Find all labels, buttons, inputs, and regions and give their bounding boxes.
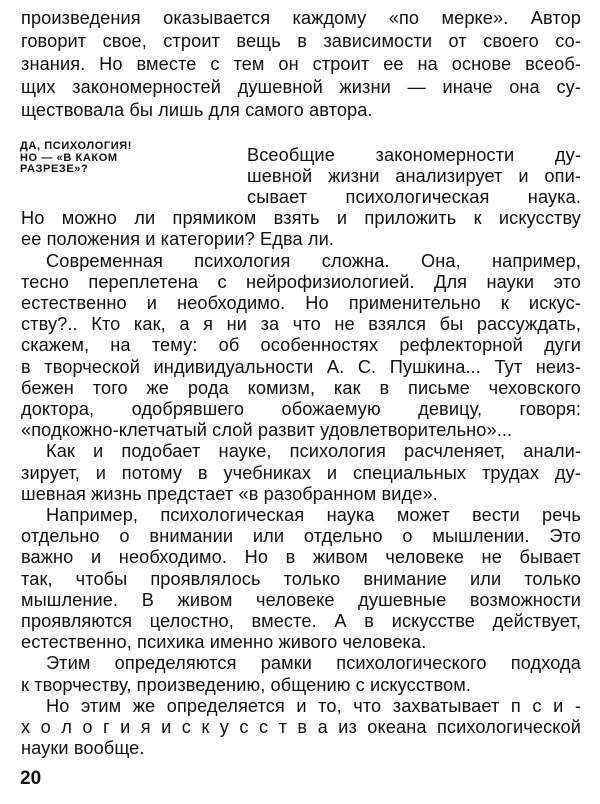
side-heading xyxy=(20,141,220,176)
text-line: науки вообще. xyxy=(21,738,145,759)
text-line: так, чтобы проявлялось только внимание или только xyxy=(21,568,581,589)
text-line: зирует, и потому в учебниках и специальных трудах ду- xyxy=(21,462,581,483)
text-line: шевной жизни анализирует и опи- xyxy=(247,165,581,186)
text-line: Например, психологическая наука может вести речь xyxy=(46,504,581,525)
text-line: важно и необходимо. Но в живом человеке не бывает xyxy=(21,547,581,568)
text-line: говорит свое, строит вещь в зависимости от своего со- xyxy=(21,30,581,51)
text-line: отдельно о внимании или отдельно о мышлении. Это xyxy=(21,526,581,547)
text-line: проявляются целостно, вместе. А в искусстве действует, xyxy=(21,610,581,631)
side-heading-line: НО — «В КАКОМ xyxy=(20,151,118,164)
text-line: шевная жизнь предстает «в разобранном виде». xyxy=(21,483,438,504)
text-line: Всеобщие закономерности ду- xyxy=(247,144,581,165)
text-line: х о л о г и я и с к у с с т в а из океана психологической xyxy=(21,716,581,737)
text-line: ществовала бы лишь для самого автора. xyxy=(21,99,373,120)
text-line: естественно, психика именно живого человека. xyxy=(21,632,427,653)
text-line: щих закономерностей душевной жизни — иначе она су- xyxy=(21,76,581,97)
text-line: Современная психология сложна. Она, например, xyxy=(46,250,581,271)
text-line: ству?.. Кто как, а я ни за что не взялся бы рассуждать, xyxy=(21,314,581,335)
text-line: доктора, одобрявшего обожаемую девицу, говоря: xyxy=(21,398,581,419)
text-line: к творчеству, произведению, общению с искусством. xyxy=(21,674,472,695)
page-number: 20 xyxy=(20,768,42,789)
text-line: сывает психологическая наука. xyxy=(247,186,581,207)
text-line: в творческой индивидуальности А. С. Пушкина... Тут неиз- xyxy=(21,356,581,377)
text-line: ее положения и категории? Едва ли. xyxy=(21,229,335,250)
text-line: бежен того же рода комизм, как в письме чеховского xyxy=(21,377,581,398)
text-line: «подкожно-клетчатый слой развит удовлетворительно»... xyxy=(21,420,513,441)
text-line: тесно переплетена с нейрофизиологией. Для науки это xyxy=(21,271,581,292)
text-line: Но можно ли прямиком взять и приложить к искусству xyxy=(21,208,581,229)
text-line: естественно и необходимо. Но применительно к искус- xyxy=(21,292,581,313)
text-line: знания. Но вместе с тем он строит ее на основе всеоб- xyxy=(21,53,581,74)
text-line: Как и подобает науке, психология расчленяет, анали- xyxy=(46,441,581,462)
text-line: Этим определяются рамки психологического подхода xyxy=(46,653,581,674)
text-line: скажем, на тему: об особенностях рефлекторной дуги xyxy=(21,335,581,356)
side-heading-line: ДА, ПСИХОЛОГИЯ! xyxy=(20,140,132,152)
text-line: Но этим же определяется и то, что захватывает п с и - xyxy=(46,695,581,716)
text-line: произведения оказывается каждому «по мерке». Автор xyxy=(21,7,581,28)
side-heading-line: РАЗРЕЗЕ»? xyxy=(20,163,89,175)
text-line: мышление. В живом человеке душевные возможности xyxy=(21,589,581,610)
